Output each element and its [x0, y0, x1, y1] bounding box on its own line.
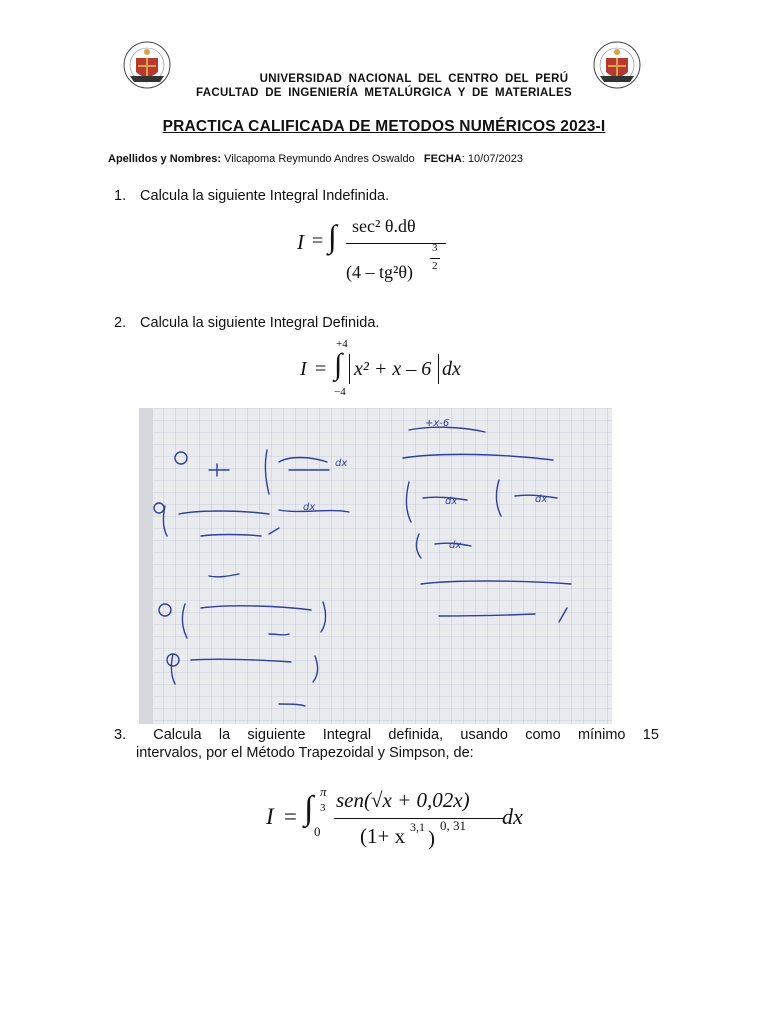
word: definida, — [388, 727, 444, 743]
question-text: Calcula la siguiente Integral Indefinida. — [140, 188, 390, 204]
exponent-bar — [430, 258, 440, 259]
student-name: Vilcapoma Reymundo Andres Oswaldo — [224, 153, 415, 165]
word: Integral — [322, 727, 372, 743]
differential: dx — [442, 358, 461, 380]
student-info: Apellidos y Nombres: Vilcapoma Reymundo Andres Oswaldo FECHA: 10/07/2023 — [108, 153, 523, 165]
word: la — [218, 727, 231, 743]
word: usando — [460, 727, 508, 743]
denominator-inner-exponent: 3,1 — [410, 820, 425, 834]
fraction-bar — [334, 818, 504, 819]
abs-bar-right — [438, 354, 439, 384]
lower-limit: 0 — [314, 824, 321, 839]
upper-limit: +4 — [336, 338, 348, 350]
question-2 — [114, 315, 379, 331]
exam-date: 10/07/2023 — [467, 153, 523, 165]
upper-limit: π — [320, 784, 327, 799]
formula-equals: = — [284, 804, 297, 829]
formula-equals: = — [315, 358, 327, 380]
integral-sign: ∫ — [328, 218, 337, 254]
svg-text:dx: dx — [445, 496, 458, 507]
lower-limit: −4 — [334, 386, 346, 398]
question-text-line-2: intervalos, por el Método Trapezoidal y Simpson, de: — [136, 745, 474, 761]
formula-2 — [296, 338, 476, 402]
formula-1 — [292, 212, 472, 292]
upper-limit-denominator: 3 — [320, 802, 326, 814]
question-text-line-1 — [114, 726, 659, 744]
question-text: Calcula la siguiente Integral Definida. — [140, 315, 380, 331]
date-label: FECHA — [423, 153, 462, 165]
integral-sign: ∫ — [334, 348, 343, 381]
word: mínimo — [577, 727, 626, 743]
formula-lhs: I — [300, 358, 307, 380]
faculty-name: FACULTAD DE INGENIERÍA METALÚRGICA Y DE MATERIALES — [196, 87, 572, 99]
word: Calcula — [153, 727, 202, 743]
name-label: Apellidos y Nombres: — [108, 153, 222, 165]
formula-denominator: (4 – tg²θ) — [346, 262, 414, 282]
question-number: 1. — [114, 188, 127, 204]
word: 15 — [642, 727, 659, 743]
formula-lhs: I — [297, 230, 304, 254]
exponent-numerator: 3 — [432, 242, 438, 254]
svg-text:dx: dx — [335, 458, 348, 469]
abs-bar-left — [349, 354, 350, 384]
formula-3 — [262, 780, 542, 856]
formula-numerator: sec² θ.dθ — [352, 216, 416, 236]
fraction-bar — [346, 243, 446, 244]
handwritten-solution-photo — [139, 408, 612, 724]
word: siguiente — [247, 727, 306, 743]
exponent-denominator: 2 — [432, 260, 438, 272]
svg-text:+x-6: +x-6 — [425, 418, 450, 429]
institution-header — [0, 72, 768, 100]
integral-sign: ∫ — [304, 790, 314, 827]
exam-title: PRACTICA CALIFICADA DE METODOS NUMÉRICOS 2023-I — [162, 118, 606, 135]
differential: dx — [502, 804, 523, 829]
question-1 — [114, 188, 389, 204]
formula-equals: = — [312, 230, 324, 252]
integrand: x² + x – 6 — [354, 358, 432, 380]
svg-text:dx: dx — [303, 502, 316, 513]
university-name: UNIVERSIDAD NACIONAL DEL CENTRO DEL PERÚ — [259, 73, 569, 85]
formula-lhs: I — [266, 804, 274, 829]
handwritten-solution-drawing — [139, 408, 612, 724]
question-number: 3. — [114, 727, 127, 743]
svg-text:dx: dx — [449, 540, 462, 551]
denominator-close-paren: ) — [428, 826, 435, 850]
formula-numerator: sen(√x + 0,02x) — [336, 788, 470, 812]
question-3 — [114, 726, 659, 762]
svg-text:dx: dx — [535, 494, 548, 505]
question-number: 2. — [114, 315, 127, 331]
word: como — [525, 727, 561, 743]
denominator-outer-exponent: 0, 31 — [440, 818, 466, 833]
formula-denominator: (1+ x — [360, 824, 406, 848]
